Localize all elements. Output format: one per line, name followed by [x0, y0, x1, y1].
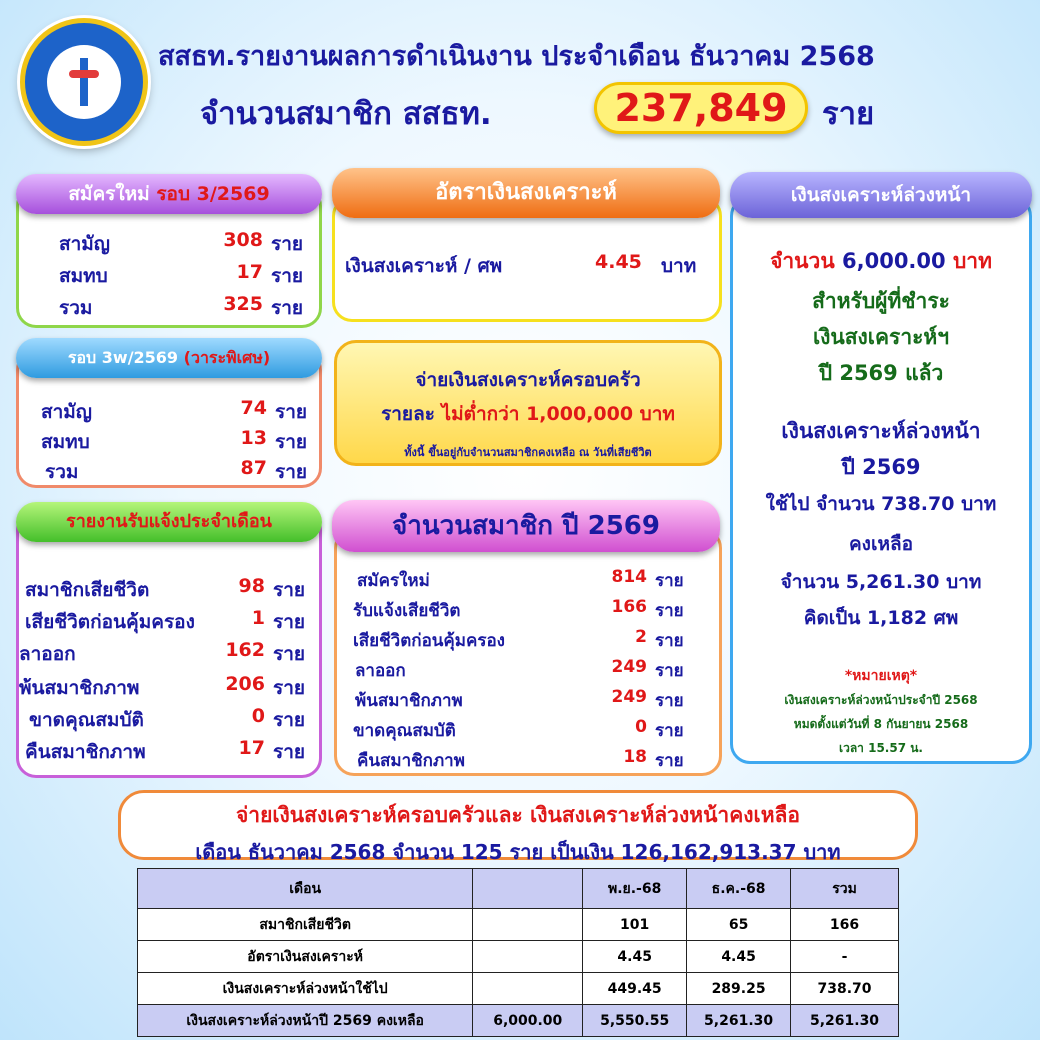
row-value: 325 — [223, 293, 263, 315]
advance-line6: ปี 2569 — [841, 455, 921, 479]
family-payment-line2 — [337, 399, 719, 429]
row-label: สมทบ — [41, 431, 90, 453]
row-label: คืนสมาชิกภาพ — [357, 751, 465, 771]
advance-panel — [730, 196, 1032, 764]
row-value: 17 — [238, 737, 265, 759]
row-unit: ราย — [655, 721, 684, 741]
special-round-note: (วาระพิเศษ) — [183, 348, 271, 367]
family-payment-prefix: รายละ — [381, 403, 435, 425]
table-header-cell — [473, 869, 583, 909]
row-unit: ราย — [271, 265, 304, 287]
advance-note-line3: เวลา 15.57 น. — [838, 741, 923, 755]
row-unit: ราย — [655, 601, 684, 621]
special-round-title: รอบ 3w/2569 — [67, 348, 179, 367]
row-value: 2 — [635, 627, 647, 647]
table-cell — [473, 909, 583, 941]
row-value: 206 — [225, 673, 265, 695]
row-value: 166 — [611, 597, 647, 617]
row-value: 1 — [251, 607, 265, 629]
logo-emblem — [47, 45, 121, 119]
row-unit: ราย — [273, 677, 306, 699]
table-cell: 5,261.30 — [791, 1005, 899, 1037]
family-payment-amount: ไม่ต่ำกว่า 1,000,000 บาท — [441, 403, 675, 425]
table-cell: 101 — [583, 909, 687, 941]
advance-amount — [733, 245, 1029, 278]
family-payment-panel — [334, 340, 722, 466]
advance-line3: เงินสงเคราะห์ฯ — [812, 325, 950, 349]
new-members-round: รอบ 3/2569 — [156, 183, 270, 205]
row-label: คืนสมาชิกภาพ — [25, 741, 146, 763]
table-cell: อัตราเงินสงเคราะห์ — [138, 941, 473, 973]
table-cell: 166 — [791, 909, 899, 941]
table-cell: สมาชิกเสียชีวิต — [138, 909, 473, 941]
advance-note-line1: เงินสงเคราะห์ล่วงหน้าประจำปี 2568 — [784, 693, 978, 707]
row-value: 814 — [611, 567, 647, 587]
advance-header — [730, 172, 1032, 218]
table-row — [138, 1005, 899, 1037]
row-unit: ราย — [655, 571, 684, 591]
row-value: 0 — [251, 705, 265, 727]
row-value: 249 — [611, 687, 647, 707]
family-payment-note: ทั้งนี้ ขึ้นอยู่กับจำนวนสมาชิกคงเหลือ ณ วันที่เสียชีวิต — [404, 446, 652, 459]
welfare-rate-header — [332, 168, 720, 218]
table-row — [138, 941, 899, 973]
members-year-title: จำนวนสมาชิก ปี 2569 — [392, 511, 660, 541]
row-label: พ้นสมาชิกภาพ — [19, 677, 140, 699]
welfare-rate-title: อัตราเงินสงเคราะห์ — [435, 180, 617, 205]
row-unit: ราย — [275, 401, 308, 423]
row-unit: ราย — [271, 233, 304, 255]
row-unit: ราย — [275, 431, 308, 453]
row-label: สมทบ — [59, 265, 108, 287]
members-year-panel — [334, 528, 722, 776]
row-label: ขาดคุณสมบัติ — [353, 721, 456, 741]
association-logo — [20, 18, 148, 146]
row-label: ลาออก — [19, 643, 76, 665]
advance-amount-prefix: จำนวน — [770, 249, 835, 273]
welfare-rate-label: เงินสงเคราะห์ / ศพ — [345, 255, 503, 277]
row-label: รับแจ้งเสียชีวิต — [353, 601, 461, 621]
row-label: ขาดคุณสมบัติ — [29, 709, 144, 731]
table-cell — [473, 973, 583, 1005]
row-value: 249 — [611, 657, 647, 677]
advance-remaining-label: คงเหลือ — [848, 533, 914, 555]
row-unit: ราย — [271, 297, 304, 319]
table-header-cell: ธ.ค.-68 — [687, 869, 791, 909]
row-label: เสียชีวิตก่อนคุ้มครอง — [353, 631, 505, 651]
table-cell: 5,550.55 — [583, 1005, 687, 1037]
table-row — [138, 973, 899, 1005]
row-value: 74 — [240, 397, 267, 419]
row-label: รวม — [59, 297, 93, 319]
row-label: สามัญ — [59, 233, 110, 255]
table-cell: เงินสงเคราะห์ล่วงหน้าใช้ไป — [138, 973, 473, 1005]
advance-note-title: *หมายเหตุ* — [844, 668, 918, 684]
monthly-report-title: รายงานรับแจ้งประจำเดือน — [66, 511, 272, 532]
advance-used: ใช้ไป จำนวน 738.70 บาท — [765, 493, 997, 515]
table-header-cell: รวม — [791, 869, 899, 909]
row-unit: ราย — [273, 741, 306, 763]
table-cell: 738.70 — [791, 973, 899, 1005]
advance-amount-unit: บาท — [952, 249, 992, 273]
members-label: จำนวนสมาชิก สสธท. — [200, 96, 492, 132]
row-unit: ราย — [655, 751, 684, 771]
table-cell — [473, 941, 583, 973]
row-unit: ราย — [273, 611, 306, 633]
new-members-title: สมัครใหม่ — [68, 183, 150, 205]
row-label: พ้นสมาชิกภาพ — [355, 691, 463, 711]
row-label: สมัครใหม่ — [357, 571, 430, 591]
advance-line2: สำหรับผู้ที่ชำระ — [812, 289, 950, 313]
row-label: เสียชีวิตก่อนคุ้มครอง — [25, 611, 195, 633]
summary-line1: จ่ายเงินสงเคราะห์ครอบครัวและ เงินสงเคราะห์ล่วงหน้าคงเหลือ — [235, 803, 801, 827]
row-value: 162 — [225, 639, 265, 661]
monthly-report-header — [16, 502, 322, 542]
row-value: 98 — [238, 575, 265, 597]
welfare-rate-value: 4.45 — [595, 251, 642, 273]
table-header-row — [138, 869, 899, 909]
table-header-cell: เดือน — [138, 869, 473, 909]
advance-title: เงินสงเคราะห์ล่วงหน้า — [790, 184, 972, 206]
row-value: 17 — [236, 261, 263, 283]
advance-amount-value: 6,000.00 — [842, 249, 946, 273]
row-unit: ราย — [273, 709, 306, 731]
table-cell: 6,000.00 — [473, 1005, 583, 1037]
table-cell: 65 — [687, 909, 791, 941]
table-cell: 289.25 — [687, 973, 791, 1005]
advance-line4: ปี 2569 แล้ว — [818, 361, 944, 385]
monthly-report-panel — [16, 510, 322, 778]
row-value: 308 — [223, 229, 263, 251]
row-value: 0 — [635, 717, 647, 737]
members-year-header — [332, 500, 720, 552]
medical-cross-icon — [69, 58, 99, 106]
welfare-rate-unit: บาท — [661, 255, 697, 277]
table-header-cell: พ.ย.-68 — [583, 869, 687, 909]
table-cell: 4.45 — [687, 941, 791, 973]
row-unit: ราย — [655, 631, 684, 651]
row-unit: ราย — [275, 461, 308, 483]
table-row — [138, 909, 899, 941]
row-value: 18 — [623, 747, 647, 767]
table-cell: 4.45 — [583, 941, 687, 973]
row-label: ลาออก — [355, 661, 406, 681]
table-cell: 5,261.30 — [687, 1005, 791, 1037]
table-cell: - — [791, 941, 899, 973]
summary-line2: เดือน ธันวาคม 2568 จำนวน 125 ราย เป็นเงิน 126,162,913.37 บาท — [195, 840, 841, 864]
row-unit: ราย — [273, 643, 306, 665]
special-round-header — [16, 338, 322, 378]
advance-note-line2: หมดตั้งแต่วันที่ 8 กันยายน 2568 — [793, 717, 969, 731]
advance-line5: เงินสงเคราะห์ล่วงหน้า — [781, 419, 981, 443]
members-unit: ราย — [822, 96, 875, 132]
row-label: สามัญ — [41, 401, 92, 423]
row-unit: ราย — [655, 691, 684, 711]
row-unit: ราย — [273, 579, 306, 601]
summary-banner — [118, 790, 918, 864]
row-unit: ราย — [655, 661, 684, 681]
advance-remaining: จำนวน 5,261.30 บาท — [780, 571, 982, 593]
members-count-badge: 237,849 — [594, 82, 808, 134]
row-label: รวม — [45, 461, 79, 483]
new-members-header — [16, 174, 322, 214]
table-cell: เงินสงเคราะห์ล่วงหน้าปี 2569 คงเหลือ — [138, 1005, 473, 1037]
row-label: สมาชิกเสียชีวิต — [25, 579, 150, 601]
row-value: 13 — [240, 427, 267, 449]
page-title: สสธท.รายงานผลการดำเนินงาน ประจำเดือน ธันวาคม 2568 — [158, 41, 875, 72]
summary-table — [137, 868, 899, 1037]
family-payment-line1: จ่ายเงินสงเคราะห์ครอบครัว — [415, 369, 641, 391]
table-cell: 449.45 — [583, 973, 687, 1005]
row-value: 87 — [240, 457, 267, 479]
advance-equivalent: คิดเป็น 1,182 ศพ — [803, 607, 959, 629]
